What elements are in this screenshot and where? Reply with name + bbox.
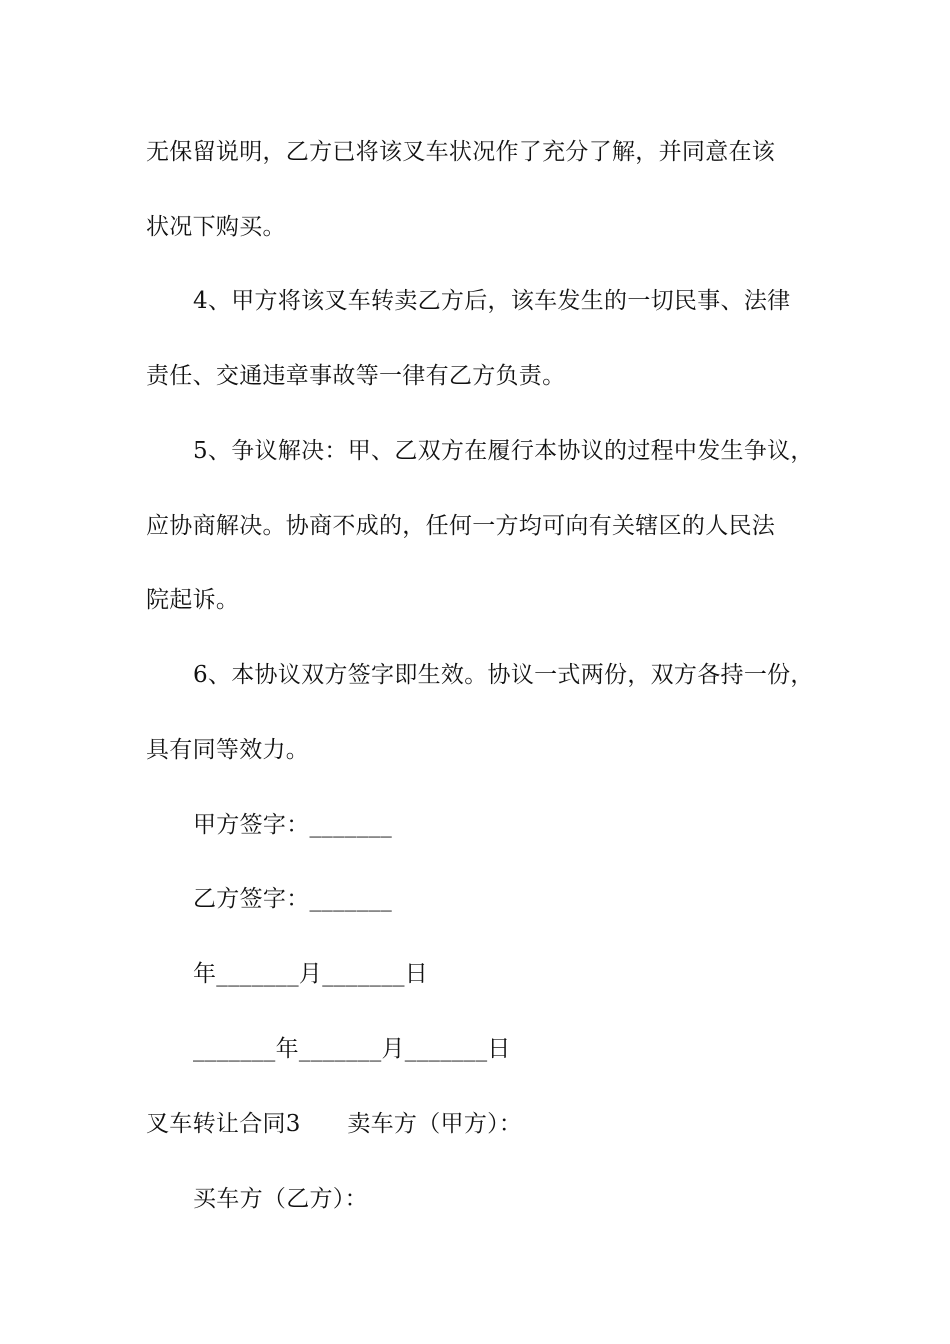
paragraph-3-cont-line-2: 状况下购买。: [146, 214, 286, 240]
clause-6-line-2: 具有同等效力。: [146, 737, 310, 763]
date-line-2: _______年_______月_______日: [193, 1036, 511, 1062]
clause-5-line-1: 5、争议解决：甲、乙双方在履行本协议的过程中发生争议，: [193, 438, 814, 464]
clause-5-line-3: 院起诉。: [146, 587, 240, 613]
party-a-signature: 甲方签字：_______: [193, 812, 393, 838]
paragraph-3-cont-line-1: 无保留说明，乙方已将该叉车状况作了充分了解，并同意在该: [146, 139, 776, 165]
clause-4-line-2: 责任、交通违章事故等一律有乙方负责。: [146, 363, 566, 389]
clause-5-line-2: 应协商解决。协商不成的，任何一方均可向有关辖区的人民法: [146, 513, 776, 539]
clause-6-line-1: 6、本协议双方签字即生效。协议一式两份，双方各持一份，: [193, 662, 814, 688]
contract-3-heading: 叉车转让合同3 卖车方（甲方）：: [146, 1111, 523, 1137]
party-b-signature: 乙方签字：_______: [193, 886, 393, 912]
buyer-party-line: 买车方（乙方）：: [193, 1186, 368, 1212]
clause-4-line-1: 4、甲方将该叉车转卖乙方后，该车发生的一切民事、法律: [193, 288, 791, 314]
date-line-1: 年_______月_______日: [193, 961, 429, 987]
